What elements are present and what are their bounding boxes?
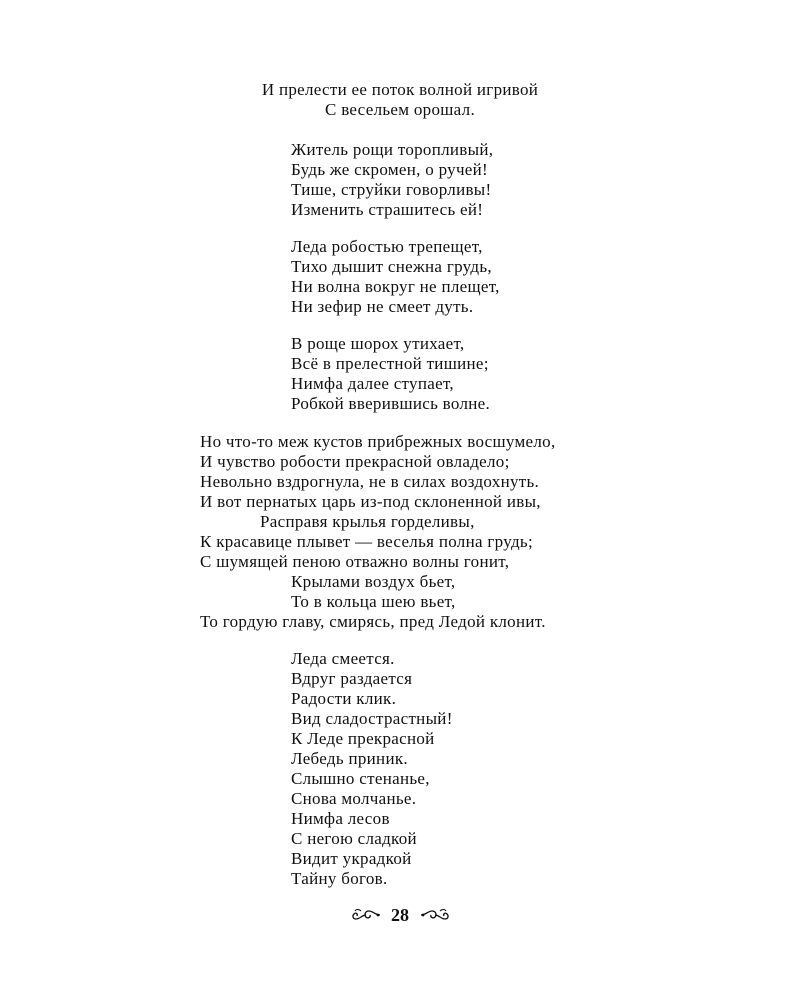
poem-line: С шумящей пеною отважно волны гонит, bbox=[200, 552, 510, 571]
poem-line: Расправя крылья горделивы, bbox=[260, 512, 475, 531]
poem-line: Житель рощи торопливый, bbox=[291, 140, 494, 159]
poem-line: То гордую главу, смирясь, пред Ледой клонит. bbox=[200, 612, 546, 631]
poem-line: Нимфа лесов bbox=[291, 809, 390, 828]
poem-line: К красавице плывет — веселья полна грудь; bbox=[200, 532, 533, 551]
poem-line: Вдруг раздается bbox=[291, 669, 413, 688]
poem-line: Всё в прелестной тишине; bbox=[291, 354, 489, 373]
poem-line: Видит украдкой bbox=[291, 849, 412, 868]
poem-line: Радости клик. bbox=[291, 689, 397, 708]
page-footer bbox=[0, 902, 800, 926]
poem-line: То в кольца шею вьет, bbox=[291, 592, 456, 611]
poem-line: Нимфа далее ступает, bbox=[291, 374, 454, 393]
poem-line: Невольно вздрогнула, не в силах воздохнуть. bbox=[200, 472, 540, 491]
poem-line: С весельем орошал. bbox=[325, 100, 475, 119]
poem-line: К Леде прекрасной bbox=[291, 729, 435, 748]
poem-line: Ни волна вокруг не плещет, bbox=[291, 277, 500, 296]
poem-line: Леда робостью трепещет, bbox=[291, 237, 483, 256]
fleuron-right-icon bbox=[420, 907, 450, 923]
poem-line: Но что-то меж кустов прибрежных восшумело, bbox=[200, 432, 556, 451]
poem-line: Лебедь приник. bbox=[291, 749, 408, 768]
poem-line: Изменить страшитесь ей! bbox=[291, 200, 484, 219]
poem-line: Тише, струйки говорливы! bbox=[291, 180, 492, 199]
poem-line: Тайну богов. bbox=[291, 869, 388, 888]
poem-line: Слышно стенанье, bbox=[291, 769, 430, 788]
poem-line: Крылами воздух бьет, bbox=[291, 572, 456, 591]
poem-line: В роще шорох утихает, bbox=[291, 334, 465, 353]
poem-line: Тихо дышит снежна грудь, bbox=[291, 257, 492, 276]
poem-line: Будь же скромен, о ручей! bbox=[291, 160, 488, 179]
poem-line: Робкой вверившись волне. bbox=[291, 394, 491, 413]
poem-line: Снова молчанье. bbox=[291, 789, 417, 808]
poem-line: И вот пернатых царь из-под склоненной ивы, bbox=[200, 492, 541, 511]
poem-line: И чувство робости прекрасной овладело; bbox=[200, 452, 510, 471]
poem-line: Ни зефир не смеет дуть. bbox=[291, 297, 474, 316]
poem-line: Леда смеется. bbox=[291, 649, 395, 668]
poem-line: С негою сладкой bbox=[291, 829, 417, 848]
poem-line: Вид сладострастный! bbox=[291, 709, 453, 728]
poem-line: И прелести ее поток волной игривой bbox=[261, 80, 539, 99]
fleuron-left-icon bbox=[351, 907, 381, 923]
page-number: 28 bbox=[391, 904, 409, 925]
